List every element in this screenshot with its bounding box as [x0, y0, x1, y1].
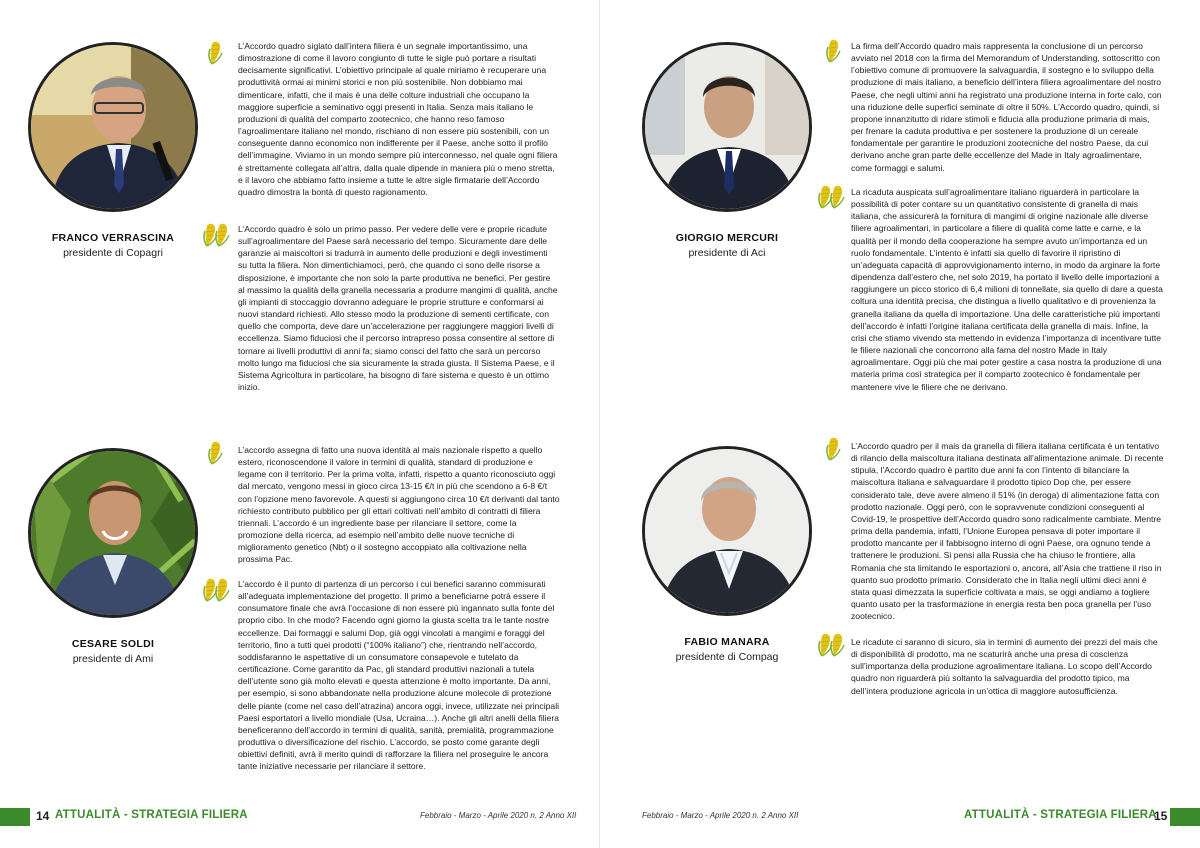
double-corn-quote-icon — [203, 222, 231, 248]
quote-paragraph: La ricaduta auspicata sull’agroalimentare italiano riguarderà in particolare la possibilità di poter contare su un quantitativo consistente di granella di mais italiana, che assicurerà la fornitura di mangimi di origine nazionale alle diverse filiere agroalimentari, in particolare a filiere di qualità come latte e carne, e la qualità per il mondo della cooperazione ha sempre avuto un’importanza ed un ruolo fondamentale. L’intento è infatti sia quello di favorire il ripristino di un’adeguata capacità di approvvigionamento interno, in modo da arginare la forte dipendenza dall’estero che, nel solo 2019, ha portato il livello delle importazioni a raggiungere un picco storico di 6,4 milioni di tonnellate, sia quello di dare a questa coltura una identità precisa, che distingua a livello qualitativo e di provenienza la granella italiana da quella di importazione. Una delle caratteristiche più importanti dell’accordo è infatti l’origine italiana certificata della granella di mais. Infine, la crisi che stiamo vivendo sta mettendo in evidenza l’importanza di incentivare tutte le filiere nazionali che concorrono alla fama del nostro Made in Italy agroalimentare. Oggi più che mai poter gestire a casa nostra la produzione di una materia prima così strategica per il comparto zootecnico è fondamentale per mantenere vive le filiere che ne derivano. — [851, 187, 1163, 392]
person-name: FABIO MANARA — [684, 636, 770, 648]
profile-card — [642, 42, 812, 259]
double-corn-quote-icon — [818, 184, 846, 210]
profile-card — [642, 446, 812, 663]
portrait-photo — [642, 446, 812, 616]
portrait-photo — [28, 448, 198, 618]
profile-card — [28, 448, 198, 665]
spread-divider — [599, 0, 600, 848]
single-corn-quote-icon — [826, 436, 842, 462]
single-corn-quote-icon — [208, 40, 224, 66]
left-section-label: ATTUALITÀ - STRATEGIA FILIERA — [55, 809, 248, 821]
portrait-photo — [642, 42, 812, 212]
quote-paragraph: La firma dell’Accordo quadro mais rappresenta la conclusione di un percorso avviato nel 2018 con la firma del Memorandum of Understanding, sottoscritto con l’obiettivo comune di promuovere la salvaguardia, il sostegno e lo sviluppo della produzione di mais italiano, a beneficio dell’intera filiera agroalimentare del nostro Paese, che negli ultimi anni ha registrato una produzione interna in forte calo, con una riduzione delle superfici seminate di oltre il 50%. L’Accordo quadro, quindi, si propone innanzitutto di ridare stimoli e fiducia alla produzione primaria di mais, per frenare la caduta produttiva e per sostenere la produzione di un cereale fondamentale per garantire le produzioni zootecniche del nostro Paese, da cui derivano anche gran parte delle eccellenze del Made in Italy agroalimentare, come formaggi e salumi. — [851, 41, 1162, 173]
portrait-photo — [28, 42, 198, 212]
double-corn-quote-icon — [818, 632, 846, 658]
quote-paragraph: L’accordo è il punto di partenza di un percorso i cui benefici saranno commisurati all’adeguata implementazione del progetto. Il primo a beneficiarne potrà essere il consumatore finale che avrà l’occasione di non essere più ingannato sulla fonte del proprio cibo. In che modo? Facendo ogni giorno la giusta scelta tra le tante nostre eccellenze. Dai formaggi e salumi Dop, già oggi vincolati a mangimi e foraggi del territorio, fino a tutti quei prodotti (“100% italiano”) che, rientrando nell’accordo, soddisfaranno le aspettative di un consumatore consapevole e tutelato da certificazione. Come garantito da Pac, gli standard produttivi nazionali a tutela dell’utente sono già molto elevati e questa attenzione è molto importante. Da anni, per esempio, si sono abbandonate nella produzione alcune molecole di protezione delle piante (come nel caso dell’atrazina) ancora oggi, invece, utilizzate nei principali Paesi esportatori a livello mondiale (Usa, Ucraina…). Anche gli altri anelli della filiera beneficeranno dell’accordo in termini di qualità, sanità, premialità, programmazione produttiva o diversificazione del rischio. L’accordo, se posto come garante degli obiettivi definiti, avrà il merito quindi di rafforzare la filiera nel proseguire le ancora tante iniziative necessarie per rilanciare il settore. — [238, 579, 560, 772]
quote-paragraph: L’Accordo quadro siglato dall’intera filiera è un segnale importantissimo, una dimostrazione di come il lavoro congiunto di tutte le sigle può portare a risultati decisamente significativi. L’obiettivo principale al quale miriamo è recuperare una produttività ormai ai minimi storici e non più sostenibile. Non dobbiamo mai dimenticare, infatti, che il mais è una delle colture industriali che occupano la maggiore superficie a seminativo oggi presenti in Italia. Senza mais italiano le produzioni di qualità del comparto zootecnico, che hanno reso famoso l’agroalimentare italiano nel mondo, rischiano di non essere più sostenibili, con un conseguente danno economico non indifferente per il Paese, anche sotto il profilo dell’immagine. Viviamo in un mondo sempre più interconnesso, nel quale ogni filiera è strettamente collegata all’altra, dalla quale dipende in maniera più o meno stretta, e il lavoro che abbiamo fatto insieme a tutte le altre sigle firmatarie dell’Accordo quadro dimostra la bontà di questo ragionamento. — [238, 41, 558, 197]
person-role: presidente di Copagri — [63, 247, 163, 259]
double-corn-quote-icon — [203, 577, 231, 603]
person-name: GIORGIO MERCURI — [675, 232, 779, 244]
quote-paragraph: L’Accordo quadro è solo un primo passo. Per vedere delle vere e proprie ricadute sull’agroalimentare del Paese sarà necessario del tempo. Sicuramente dare delle garanzie ai maiscoltori si tradurrà in aumento delle produzioni e degli investimenti su tutta la filiera. Non dimentichiamoci, però, che quando ci sono delle risorse a disposizione, è importante che non solo la parte produttiva ne benefici. Per gestire al massimo la qualità della granella necessaria a produrre mangimi di qualità, anche gli impianti di stoccaggio dovranno adeguare le proprie strutture e conformarsi ai nuovi standard richiesti. Allo stesso modo la produzione di sementi certificate, con quello che comporta, deve dare un’accelerazione per raggiungere maggiori livelli di eccellenza. Siamo fiduciosi che il percorso intrapreso possa consentire al settore di tornare ai livelli produttivi di anni fa; siamo consci del fatto che sarà un percorso molto lungo ma fiduciosi che sia sicuramente la strada giusta. Il Sistema Paese, e il Sistema Agricoltura in particolare, ha bisogno di fare sistema e questo è un ottimo inizio. — [238, 224, 558, 393]
footer-accent-bar — [1170, 808, 1200, 826]
person-name: FRANCO VERRASCINA — [51, 232, 175, 244]
person-role: presidente di Aci — [688, 247, 766, 259]
person-role: presidente di Compag — [675, 651, 779, 663]
single-corn-quote-icon — [826, 38, 842, 64]
left-issue-info: Febbraio - Marzo - Aprile 2020 n. 2 Anno XII — [420, 811, 577, 820]
profile-card — [28, 42, 198, 259]
quote-paragraph: L’accordo assegna di fatto una nuova identità al mais nazionale rispetto a quello estero, riconoscendone il valore in termini di qualità, standard di produzione e legame con il territorio. Per la prima volta, infatti, rispetto a quanto riconosciuto oggi dal mercato, vengono messi in gioco circa 13-15 €/t in più che scendono a 6-8 €/t con l’opzione meno favorevole. A questi si aggiungono circa 10 €/t derivanti dal tanto richiesto contributo pubblico per gli ettari coltivati nell’ambito di contratti di filiera triennali. L’accordo è un ingrediente base per rilanciare il settore, come la promozione della ricerca, ad esempio nell’ambito delle nuove tecniche di miglioramento genetico (Nbt) o il sostegno accoppiato alla coltivazione nella prossima Pac. — [238, 445, 560, 565]
right-issue-info: Febbraio - Marzo - Aprile 2020 n. 2 Anno XII — [642, 811, 799, 820]
person-role: presidente di Ami — [72, 653, 154, 665]
single-corn-quote-icon — [208, 440, 224, 466]
quote-paragraph: Le ricadute ci saranno di sicuro, sia in termini di aumento dei prezzi del mais che di disponibilità di prodotto, ma ne scaturirà anche una presa di coscienza sull’importanza della produzione agroalimentare italiana. Lo scopo dell’Accordo quadro non riguarderà più soltanto la salvaguardia del prodotto tipico, ma dell’intera produzione agricola in un’ottica di maggiore autosufficienza. — [851, 637, 1158, 696]
footer-accent-bar — [0, 808, 30, 826]
quote-paragraph: L’Accordo quadro per il mais da granella di filiera italiana certificata è un tentativo di rilancio della maiscoltura italiana destinata all’alimentazione animale. Di recente stipula, l’Accordo quadro è partito due anni fa con l’intento di bilanciare la maiscoltura italiana e salvaguardare il prodotto tipico Dop che, per essere considerato tale, deve avere almeno il 51% (in deroga) di alimentazione fatta con prodotto nazionale. Oggi però, con le sopravvenute condizioni conseguenti al Covid-19, le prospettive dell’Accordo quadro sono radicalmente cambiate. Mentre prima della pandemia, infatti, l’Unione Europea pensava di poter importare il prodotto mancante per il fabbisogno interno di ogni Paese, ora ognuno tende a trattenere le produzioni. Si pensi alla Russia che ha chiuso le frontiere, alla Romania che sta limitando le esportazioni o, ancora, all’Asia che trattiene il riso in quanto suo prodotto primario. Considerato che in Italia negli ultimi dieci anni è stata quasi dimezzata la superficie coltivata a mais, se oggi andiamo a togliere quanto usato per la trasformazione in energia resta ben poca granella per l’uso zootecnico. — [851, 441, 1164, 622]
right-page-number: 15 — [1154, 809, 1168, 823]
right-section-label: ATTUALITÀ - STRATEGIA FILIERA — [964, 809, 1157, 821]
left-page-number: 14 — [36, 809, 50, 823]
person-name: CESARE SOLDI — [71, 638, 155, 650]
